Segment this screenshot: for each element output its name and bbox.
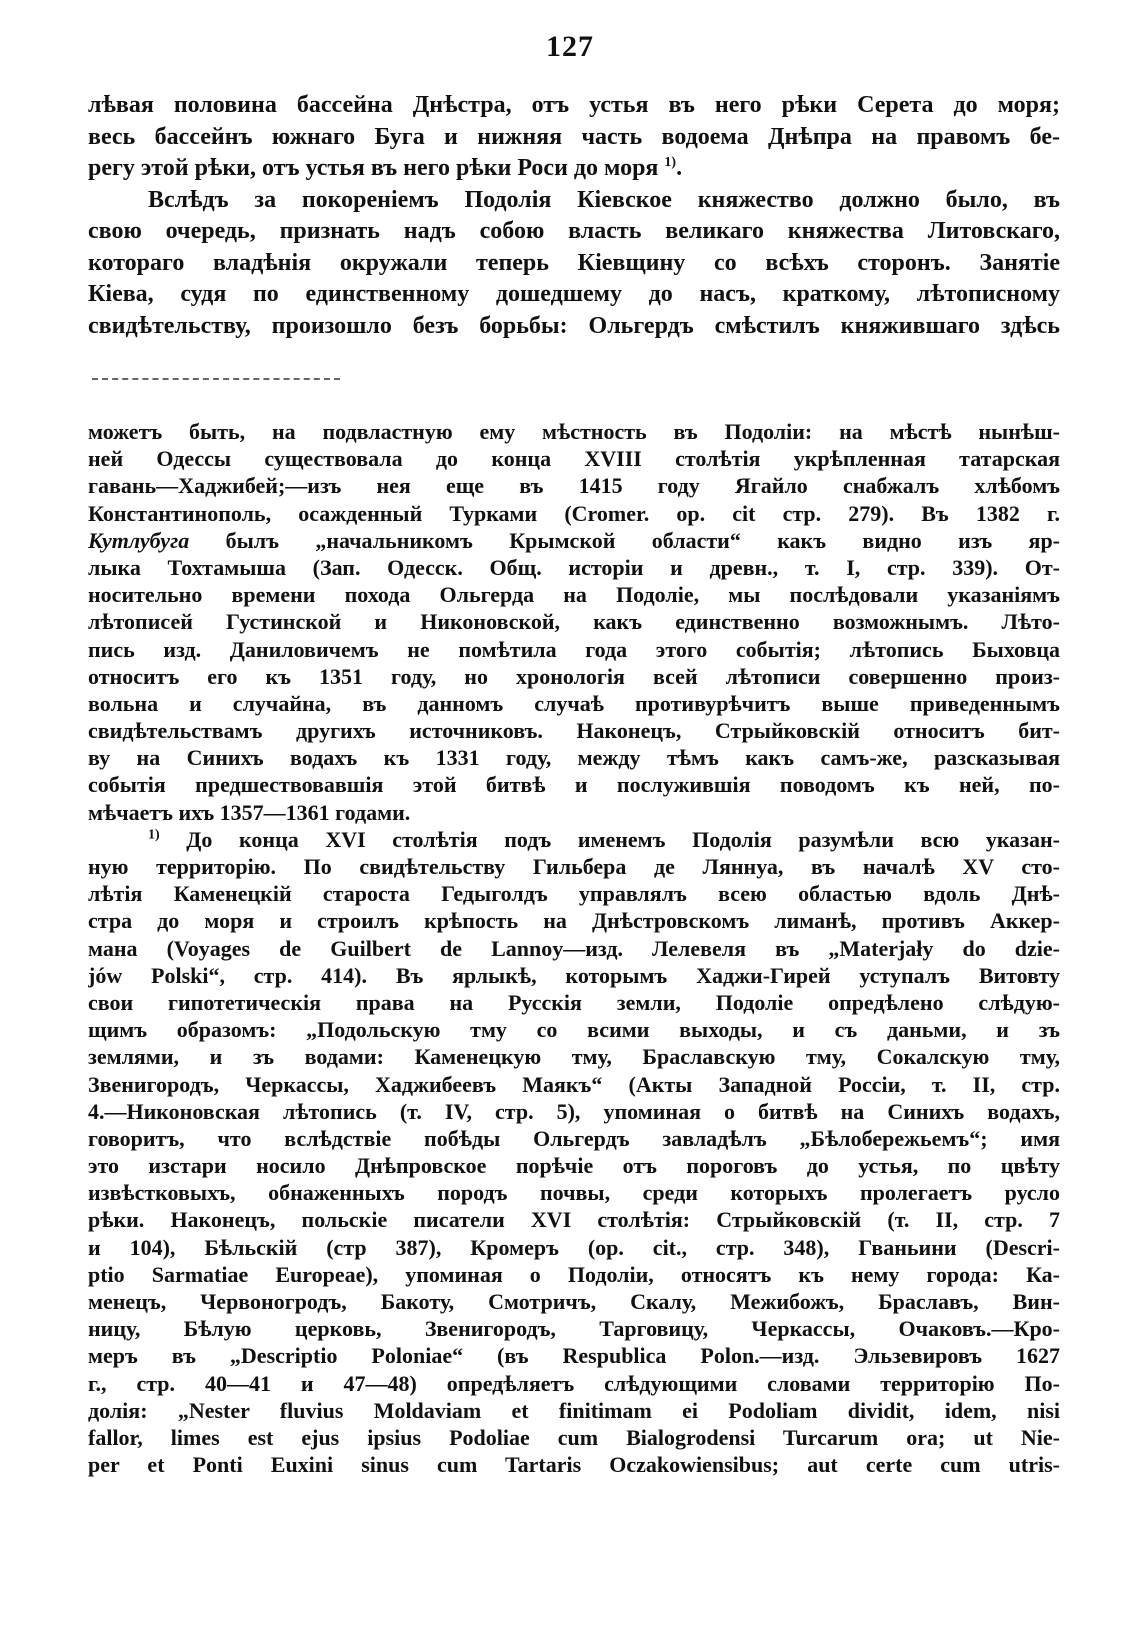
note-line: стра до моря и строилъ крѣпость на Днѣстровскомъ лиманѣ, противъ Аккер- <box>88 908 1060 934</box>
note-line: мана (Voyages de Guilbert de Lannoy—изд. Лелевеля въ „Materjały do dzie- <box>88 935 1060 961</box>
note-line: ву на Синихъ водахъ къ 1331 году, между тѣмъ какъ самъ-же, разсказывая <box>88 745 1060 771</box>
note-line: jów Polski“, стр. 414). Въ ярлыкѣ, которымъ Хаджи-Гирей уступалъ Витовту <box>88 962 1060 988</box>
note-line: лѣтія Каменецкій староста Гедыголдъ управлялъ всею областью вдоль Днѣ- <box>88 881 1060 907</box>
note-line: свои гипотетическія права на Русскія земли, Подоліе опредѣлено слѣдую- <box>88 989 1060 1015</box>
note-line: меръ въ „Descriptio Poloniae“ (въ Respublica Polon.—изд. Эльзевировъ 1627 <box>88 1343 1060 1369</box>
note-line: относитъ его къ 1351 году, но хронологія всей лѣтописи совершенно произ- <box>88 663 1060 689</box>
note-line: ную территорію. По свидѣтельству Гильбера де Ляннуа, въ началѣ XV сто- <box>88 854 1060 879</box>
note-line: лѣтописей Густинской и Никоновской, какъ единственно возможнымъ. Лѣто- <box>88 609 1060 635</box>
note-line: per et Ponti Euxini sinus cum Tartaris Oczakowiensibus; aut certe cum utris- <box>88 1452 1060 1478</box>
note-line: вольна и случайна, въ данномъ случаѣ противурѣчитъ выше приведеннымъ <box>88 690 1060 716</box>
main-line: свидѣтельству, произошло безъ борьбы: Ольгердъ смѣстилъ княжившаго здѣсь <box>88 312 1060 339</box>
main-line-text: регу этой рѣки, отъ устья въ него рѣки Роси до моря <box>88 155 659 181</box>
note-line: долія: „Nester fluvius Moldaviam et finitimam ei Podoliam dividit, idem, nisi <box>88 1397 1060 1423</box>
note-italic-name: Кутлубуга <box>88 527 190 553</box>
note-line: событія предшествовавшія этой битвѣ и послужившія поводомъ къ ней, по- <box>88 772 1060 798</box>
note-line-text: былъ „начальникомъ Крымской области“ какъ видно изъ яр- <box>189 527 1060 553</box>
main-line: свою очередь, признать надъ собою власть великаго княжества Литовскаго, <box>88 218 1060 244</box>
main-text <box>88 90 1060 342</box>
footnote-marker: 1) <box>148 827 160 843</box>
note-line: щимъ образомъ: „Подольскую тму со всими выходы, и съ даньми, и зъ <box>88 1017 1060 1043</box>
note-line: носительно времени похода Ольгерда на Подолiе, мы послѣдовали указаніямъ <box>88 582 1060 608</box>
main-line: лѣвая половина бассейна Днѣстра, отъ устья въ него рѣки Серета до моря; <box>88 92 1060 118</box>
footnote-first-text: До конца XVI столѣтія подъ именемъ Подолія разумѣли всю указан- <box>159 826 1060 852</box>
note-line: г., стр. 40—41 и 47—48) опредѣляетъ слѣдующими словами территорію По- <box>88 1370 1060 1396</box>
main-line <box>88 153 1060 185</box>
note-line: пись изд. Даниловичемъ не помѣтила года этого событія; лѣтопись Быховца <box>88 636 1060 662</box>
main-line: котораго владѣнія окружали теперь Кіевщину со всѣхъ сторонъ. Занятіе <box>88 249 1060 276</box>
page-number: 127 <box>546 30 594 63</box>
note-line: Звенигородъ, Черкассы, Хаджибеевъ Маякъ“ (Акты Западной Россіи, т. II, стр. <box>88 1071 1060 1097</box>
footnote-reference: 1) <box>664 155 677 170</box>
note-line: мѣчаетъ ихъ 1357—1361 годами. <box>88 799 411 825</box>
note-line: менецъ, Червоногродъ, Бакоту, Смотричъ, Скалу, Межибожъ, Браславъ, Вин- <box>88 1289 1060 1314</box>
footnote-start <box>88 826 1060 853</box>
note-line: ницу, Бѣлую церковь, Звенигородъ, Тарговицу, Черкассы, Очаковъ.—Кро- <box>88 1316 1060 1342</box>
footnote-divider <box>92 378 340 380</box>
note-line: лыка Тохтамыша (Зап. Одесск. Общ. исторіи и древн., т. I, стр. 339). От- <box>88 554 1060 580</box>
note-line: Константинополь, осажденный Турками (Cromer. op. cit стр. 279). Въ 1382 г. <box>88 500 1060 526</box>
note-line: рѣки. Наконецъ, польскіе писатели XVI столѣтія: Стрыйковскій (т. II, стр. 7 <box>88 1207 1060 1233</box>
main-line: Кіева, судя по единственному дошедшему до насъ, краткому, лѣтописному <box>88 281 1060 307</box>
note-line: свидѣтельствамъ другихъ источниковъ. Наконецъ, Стрыйковскій относитъ бит- <box>88 718 1060 744</box>
main-line: Вслѣдъ за покореніемъ Подолія Кіевское княжество должно было, въ <box>148 186 1060 213</box>
main-line: весь бассейнъ южнаго Буга и нижняя часть водоема Днѣпра на правомъ бе- <box>88 123 1060 150</box>
footnotes <box>88 418 1060 1478</box>
note-line: землями, и зъ водами: Каменецкую тму, Браславскую тму, Сокалскую тму, <box>88 1044 1060 1070</box>
note-line: ней Одессы существовала до конца XVIII столѣтія укрѣпленная татарская <box>88 446 1060 472</box>
note-line: говоритъ, что вслѣдствіе побѣды Ольгердъ завладѣлъ „Бѣлобережьемъ“; имя <box>88 1125 1060 1151</box>
main-line-end: . <box>676 155 683 181</box>
note-line: 4.—Никоновская лѣтопись (т. IV, стр. 5), упоминая о битвѣ на Синихъ водахъ, <box>88 1098 1060 1124</box>
note-line: извѣстковыхъ, обнаженныхъ породъ почвы, среди которыхъ пролегаетъ русло <box>88 1180 1060 1206</box>
note-line: это изстари носило Днѣпровское порѣчіе отъ пороговъ до устья, по цвѣту <box>88 1153 1060 1179</box>
note-line: можетъ быть, на подвластную ему мѣстность въ Подоліи: на мѣстѣ нынѣш- <box>88 419 1060 444</box>
note-line <box>88 527 1060 554</box>
note-line: и 104), Бѣльскій (стр 387), Кромеръ (op. cit., стр. 348), Гваньини (Descri- <box>88 1234 1060 1260</box>
note-line: ptio Sarmatiae Europeae), упоминая о Подоліи, относятъ къ нему города: Ка- <box>88 1261 1060 1287</box>
note-line: гавань—Хаджибей;—изъ нея еще въ 1415 году Ягайло снабжалъ хлѣбомъ <box>88 473 1060 499</box>
note-line: fallor, limes est ejus ipsius Podoliae cum Bialogrodensi Turcarum ora; ut Nie- <box>88 1424 1060 1450</box>
